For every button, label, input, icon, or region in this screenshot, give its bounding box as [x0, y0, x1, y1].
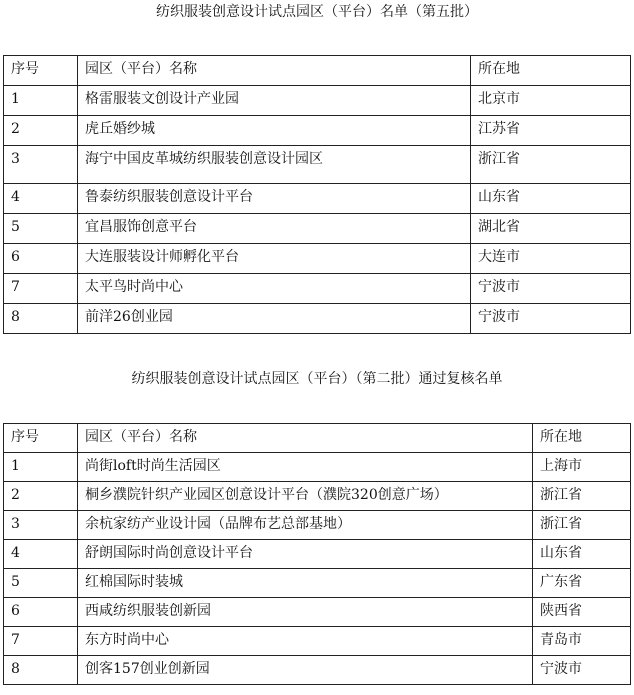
cell-location: 宁波市 — [471, 274, 631, 304]
table-row — [4, 304, 631, 334]
table-row — [4, 146, 631, 184]
cell-serial: 5 — [4, 569, 78, 598]
cell-serial: 8 — [4, 656, 78, 685]
cell-serial: 2 — [4, 116, 78, 146]
cell-serial: 4 — [4, 540, 78, 569]
cell-park-name: 太平鸟时尚中心 — [78, 274, 471, 304]
cell-park-name: 创客157创业创新园 — [78, 656, 533, 685]
cell-serial: 7 — [4, 627, 78, 656]
cell-serial: 1 — [4, 86, 78, 116]
pilot-parks-batch2-review-table — [3, 423, 631, 685]
cell-location: 上海市 — [533, 453, 631, 482]
header-serial: 序号 — [4, 56, 78, 86]
table-row — [4, 511, 631, 540]
cell-location: 广东省 — [533, 569, 631, 598]
cell-location: 宁波市 — [471, 304, 631, 334]
cell-park-name: 舒朗国际时尚创意设计平台 — [78, 540, 533, 569]
cell-location: 浙江省 — [533, 511, 631, 540]
cell-serial: 6 — [4, 598, 78, 627]
header-park-name: 园区（平台）名称 — [78, 56, 471, 86]
cell-serial: 7 — [4, 274, 78, 304]
cell-park-name: 桐乡濮院针织产业园区创意设计平台（濮院320创意广场） — [78, 482, 533, 511]
cell-serial: 4 — [4, 184, 78, 214]
cell-park-name: 前洋26创业园 — [78, 304, 471, 334]
cell-serial: 1 — [4, 453, 78, 482]
cell-location: 浙江省 — [533, 482, 631, 511]
cell-location: 宁波市 — [533, 656, 631, 685]
table-row — [4, 482, 631, 511]
table-row — [4, 86, 631, 116]
table-row — [4, 214, 631, 244]
cell-park-name: 鲁泰纺织服装创意设计平台 — [78, 184, 471, 214]
cell-location: 山东省 — [471, 184, 631, 214]
cell-location: 陕西省 — [533, 598, 631, 627]
cell-park-name: 红棉国际时装城 — [78, 569, 533, 598]
pilot-parks-batch5-table — [3, 55, 631, 334]
table-row — [4, 569, 631, 598]
cell-location: 山东省 — [533, 540, 631, 569]
cell-location: 湖北省 — [471, 214, 631, 244]
table-row — [4, 244, 631, 274]
cell-serial: 2 — [4, 482, 78, 511]
table-row — [4, 656, 631, 685]
table-row — [4, 453, 631, 482]
table1-title: 纺织服装创意设计试点园区（平台）名单（第五批） — [156, 4, 478, 20]
cell-park-name: 尚街loft时尚生活园区 — [78, 453, 533, 482]
table2-title: 纺织服装创意设计试点园区（平台）（第二批）通过复核名单 — [131, 371, 503, 387]
header-park-name: 园区（平台）名称 — [78, 424, 533, 453]
cell-park-name: 大连服装设计师孵化平台 — [78, 244, 471, 274]
table-row — [4, 274, 631, 304]
cell-park-name: 格雷服装文创设计产业园 — [78, 86, 471, 116]
cell-serial: 6 — [4, 244, 78, 274]
header-location: 所在地 — [471, 56, 631, 86]
cell-park-name: 宜昌服饰创意平台 — [78, 214, 471, 244]
cell-park-name: 西咸纺织服装创新园 — [78, 598, 533, 627]
table-row — [4, 540, 631, 569]
cell-park-name: 虎丘婚纱城 — [78, 116, 471, 146]
table-row — [4, 627, 631, 656]
cell-location: 浙江省 — [471, 146, 631, 184]
table-row — [4, 116, 631, 146]
cell-serial: 5 — [4, 214, 78, 244]
cell-location: 北京市 — [471, 86, 631, 116]
cell-location: 青岛市 — [533, 627, 631, 656]
cell-park-name: 东方时尚中心 — [78, 627, 533, 656]
cell-location: 江苏省 — [471, 116, 631, 146]
cell-serial: 3 — [4, 146, 78, 184]
table-header-row — [4, 56, 631, 86]
cell-park-name: 余杭家纺产业设计园（品牌布艺总部基地） — [78, 511, 533, 540]
cell-serial: 8 — [4, 304, 78, 334]
table-row — [4, 598, 631, 627]
header-location: 所在地 — [533, 424, 631, 453]
table-row — [4, 184, 631, 214]
cell-park-name: 海宁中国皮革城纺织服装创意设计园区 — [78, 146, 471, 184]
header-serial: 序号 — [4, 424, 78, 453]
cell-location: 大连市 — [471, 244, 631, 274]
table-header-row — [4, 424, 631, 453]
cell-serial: 3 — [4, 511, 78, 540]
